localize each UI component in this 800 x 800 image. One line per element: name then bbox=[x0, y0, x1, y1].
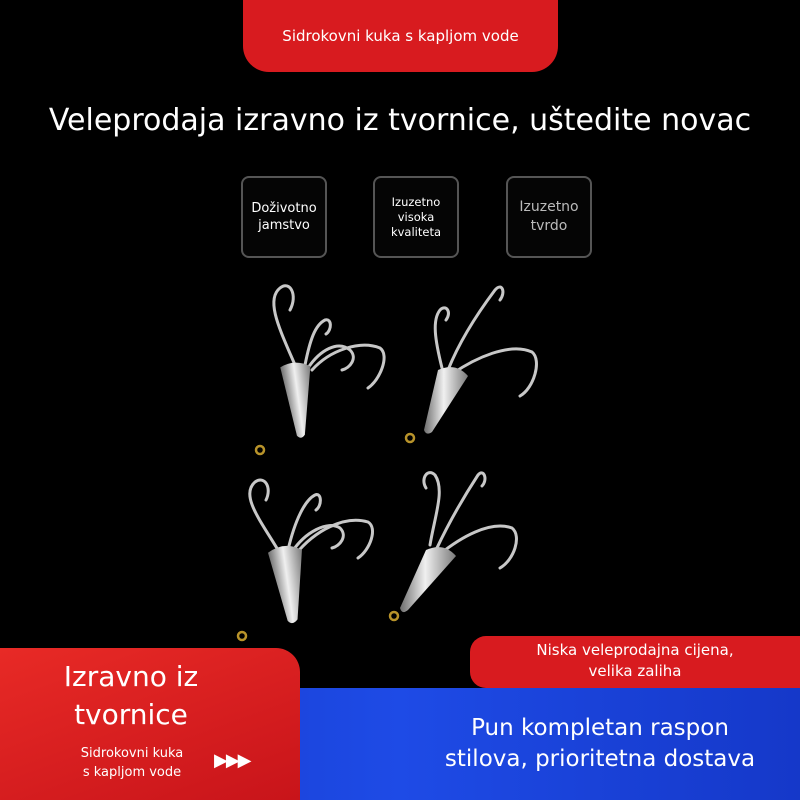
pill-line: Niska veleprodajna cijena, bbox=[536, 641, 734, 659]
hook-icon bbox=[250, 480, 373, 558]
badge-line: Doživotno bbox=[251, 201, 317, 216]
title-line: Izravno iz bbox=[63, 660, 199, 693]
low-price-pill bbox=[470, 636, 800, 688]
badge-line: Izuzetno bbox=[391, 194, 441, 209]
badge-line: jamstvo bbox=[258, 218, 310, 233]
factory-direct-subtitle bbox=[62, 744, 202, 782]
band-line: Pun kompletan raspon bbox=[471, 715, 729, 741]
headline: Veleprodaja izravno iz tvornice, uštedite novac bbox=[48, 103, 752, 138]
subtitle-line: Sidrokovni kuka bbox=[80, 746, 184, 761]
band-line: stilova, prioritetna dostava bbox=[444, 746, 756, 772]
badge-line: Izuzetno bbox=[519, 199, 579, 215]
title-line: tvornice bbox=[74, 698, 188, 731]
factory-direct-title bbox=[0, 658, 262, 734]
subtitle-line: s kapljom vode bbox=[82, 765, 182, 780]
badge-line: tvrdo bbox=[530, 218, 568, 234]
full-range-text bbox=[400, 713, 800, 775]
badge-line: kvaliteta bbox=[390, 224, 442, 239]
badge-lifetime-warranty bbox=[241, 176, 327, 258]
badge-high-quality bbox=[373, 176, 459, 258]
top-title-label: Sidrokovni kuka s kapljom vode bbox=[282, 27, 519, 45]
hooks-product-image bbox=[220, 270, 580, 650]
badge-extremely-hard bbox=[506, 176, 592, 258]
pill-line: velika zaliha bbox=[588, 662, 682, 680]
factory-direct-card bbox=[0, 648, 300, 800]
badge-line: visoka bbox=[397, 209, 435, 224]
triple-arrow-icon: ▶▶▶ bbox=[214, 750, 250, 771]
top-title-tab bbox=[243, 0, 558, 72]
